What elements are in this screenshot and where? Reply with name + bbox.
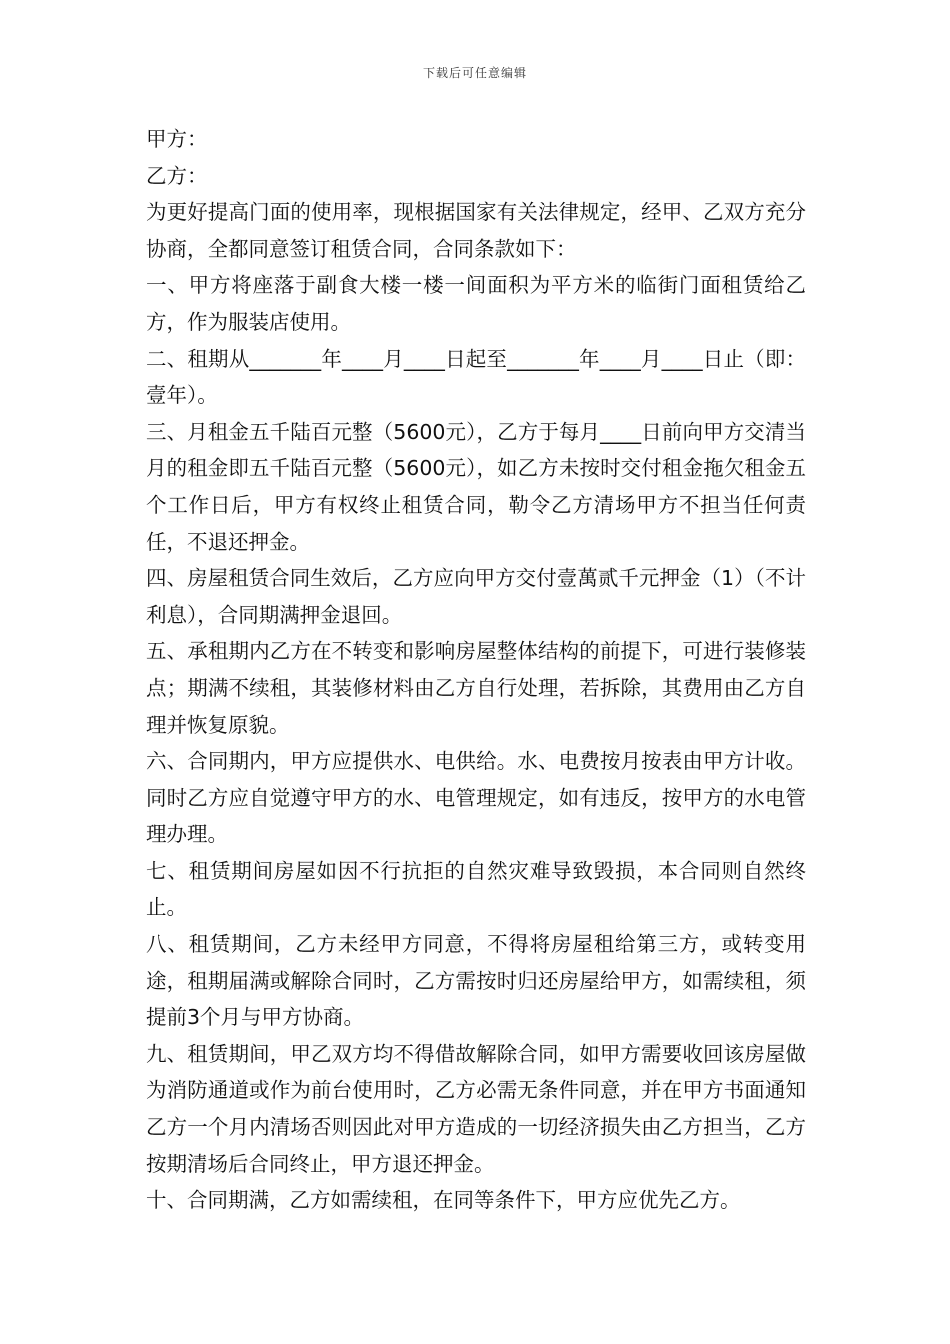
clause-9: 九、租赁期间，甲乙双方均不得借故解除合同，如甲方需要收回该房屋做为消防通道或作为前台使用时，乙方必需无条件同意，并在甲方书面通知乙方一个月内清场否则因此对甲方造成的一切经济损失由乙方担当，乙方按期清场后合同终止，甲方退还押金。: [146, 1041, 806, 1176]
party-a-line: 甲方：: [146, 127, 208, 151]
preamble-paragraph: 为更好提高门面的使用率，现根据国家有关法律规定，经甲、乙双方充分协商，全都同意签订租赁合同，合同条款如下：: [146, 200, 806, 261]
clause-3: 三、月租金五千陆百元整（5600元），乙方于每月____日前向甲方交清当月的租金即五千陆百元整（5600元），如乙方未按时交付租金拖欠租金五个工作日后，甲方有权终止租赁合同，勒令乙方清场甲方不担当任何责任，不退还押金。: [146, 419, 806, 554]
page-header: 下载后可任意编辑: [422, 66, 527, 80]
clause-4: 四、房屋租赁合同生效后，乙方应向甲方交付壹萬贰千元押金（1）（不计利息），合同期满押金退回。: [146, 566, 806, 627]
clause-2: 二、租期从_______年____月____日起至_______年____月____日止（即：壹年）。: [146, 346, 806, 408]
clause-8: 八、租赁期间，乙方未经甲方同意，不得将房屋租给第三方，或转变用途，租期届满或解除合同时，乙方需按时归还房屋给甲方，如需续租，须提前3个月与甲方协商。: [146, 932, 806, 1030]
clause-1: 一、甲方将座落于副食大楼一楼一间面积为平方米的临街门面租赁给乙方，作为服装店使用。: [146, 273, 806, 334]
clause-10: 十、合同期满，乙方如需续租，在同等条件下，甲方应优先乙方。: [146, 1188, 741, 1213]
contract-body: [146, 121, 806, 1219]
party-b-line: 乙方：: [146, 163, 208, 188]
clause-5: 五、承租期内乙方在不转变和影响房屋整体结构的前提下，可进行装修装点；期满不续租，其装修材料由乙方自行处理，若拆除，其费用由乙方自理并恢复原貌。: [146, 639, 806, 737]
clause-6: 六、合同期内，甲方应提供水、电供给。水、电费按月按表由甲方计收。同时乙方应自觉遵守甲方的水、电管理规定，如有违反，按甲方的水电管理办理。: [146, 749, 806, 847]
clause-7: 七、租赁期间房屋如因不行抗拒的自然灾难导致毁损，本合同则自然终止。: [146, 858, 806, 920]
